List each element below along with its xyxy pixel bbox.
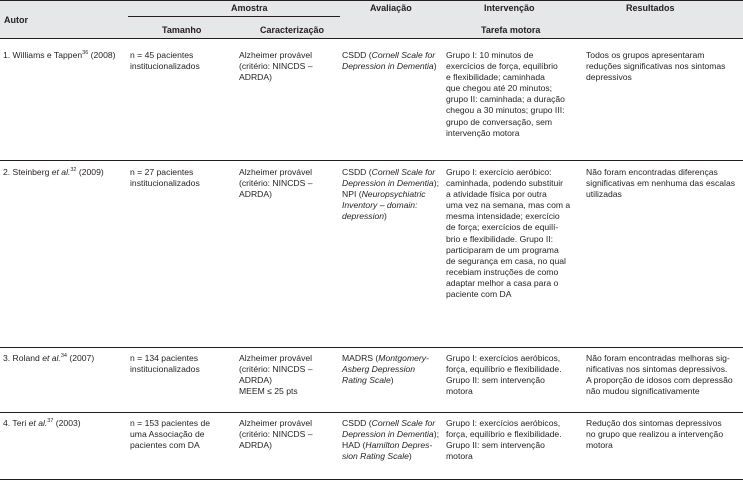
row3-tamanho: n = 134 pacientes institucionalizados	[130, 353, 200, 375]
header-tarefa-motora: Tarefa motora	[481, 25, 541, 35]
row3-caracterizacao: Alzheimer provável (critério: NINCDS – ADRDA) MEEM ≤ 25 pts	[239, 353, 313, 397]
row1-autor: 1. Williams e Tappen$^{36}$ (2008)	[3, 50, 116, 60]
row1-caracterizacao: Alzheimer provável (critério: NINCDS – ADRDA)	[239, 50, 313, 83]
header-resultados: Resultados	[626, 3, 675, 13]
row2-resultados: Não foram encontradas diferenças significativas em nenhuma das escalas utilizadas	[586, 167, 736, 200]
row1-resultados: Todos os grupos apresentaram reduções significativas nos sintomas depressivos	[586, 50, 726, 83]
row3-resultados: Não foram encontradas melhoras sig- nificativas nos sintomas depressivos. A proporção de idosos com depressão não mudou significativamente	[586, 353, 733, 397]
header-tamanho: Tamanho	[162, 25, 202, 35]
row4-tamanho: n = 153 pacientes de uma Associação de pacientes com DA	[130, 418, 211, 451]
row4-caracterizacao: Alzheimer provável (critério: NINCDS – ADRDA)	[239, 418, 313, 451]
row4-intervencao: Grupo I: exercícios aeróbicos, força, equilíbrio e flexibilidade. Grupo II: sem intervenção motora	[446, 418, 562, 462]
row4-resultados: Redução dos sintomas depressivos no grupo que realizou a intervenção motora	[586, 418, 724, 451]
header-avaliacao: Avaliação	[370, 3, 412, 13]
row1-tamanho: n = 45 pacientes institucionalizados	[130, 50, 200, 72]
header-autor: Autor	[4, 15, 28, 25]
row2-caracterizacao: Alzheimer provável (critério: NINCDS – ADRDA)	[239, 167, 313, 200]
row2-autor: 2. Steinberg et al.$^{32}$ (2009)	[3, 167, 104, 177]
header-caracterizacao: Caracterização	[260, 25, 325, 35]
rule-row-3	[0, 412, 743, 413]
rule-row-1	[0, 160, 743, 161]
row2-intervencao: Grupo I: exercício aeróbico: caminhada, podendo substituir a atividade física por outra uma vez na semana, mas com a mesma intensidade; exercício de força; exercícios de equilí- brio e flexibilidade. Grupo II: participaram de um programa de segurança em casa, no qual recebiam instruções de como adaptar melhor a casa para o paciente com DA	[446, 167, 571, 300]
rule-row-2	[0, 347, 743, 348]
rule-bottom	[0, 479, 743, 480]
rule-top	[0, 0, 743, 1]
row2-avaliacao: CSDD (Cornell Scale for Depression in Dementia); NPI (Neuropsychiatric Inventory – domain: depression)	[342, 167, 439, 222]
row3-intervencao: Grupo I: exercícios aeróbicos, força, equilíbrio e flexibilidade. Grupo II: sem intervenção motora	[446, 353, 562, 397]
header-amostra: Amostra	[231, 3, 268, 13]
row3-avaliacao: MADRS (Montgomery- Asberg Depression Rating Scale)	[342, 353, 429, 386]
rule-header-bottom	[0, 38, 743, 39]
header-intervencao: Intervenção	[484, 3, 535, 13]
row1-intervencao: Grupo I: 10 minutos de exercícios de força, equilíbrio e flexibilidade; caminhada que chegou até 20 minutos; grupo II: caminhada; a duração chegou a 30 minutos; grupo III: grupo de conversação, sem intervenção motora	[446, 50, 565, 138]
row4-autor: 4. Teri et al.$^{37}$ (2003)	[3, 418, 81, 428]
row1-avaliacao: CSDD (Cornell Scale for Depression in Dementia)	[342, 50, 437, 72]
row4-avaliacao: CSDD (Cornell Scale for Depression in Dementia); HAD (Hamilton Depres- sion Rating Scale)	[342, 418, 439, 462]
rule-amostra	[128, 16, 340, 17]
row2-tamanho: n = 27 pacientes institucionalizados	[130, 167, 200, 189]
row3-autor: 3. Roland et al.$^{34}$ (2007)	[3, 353, 95, 363]
